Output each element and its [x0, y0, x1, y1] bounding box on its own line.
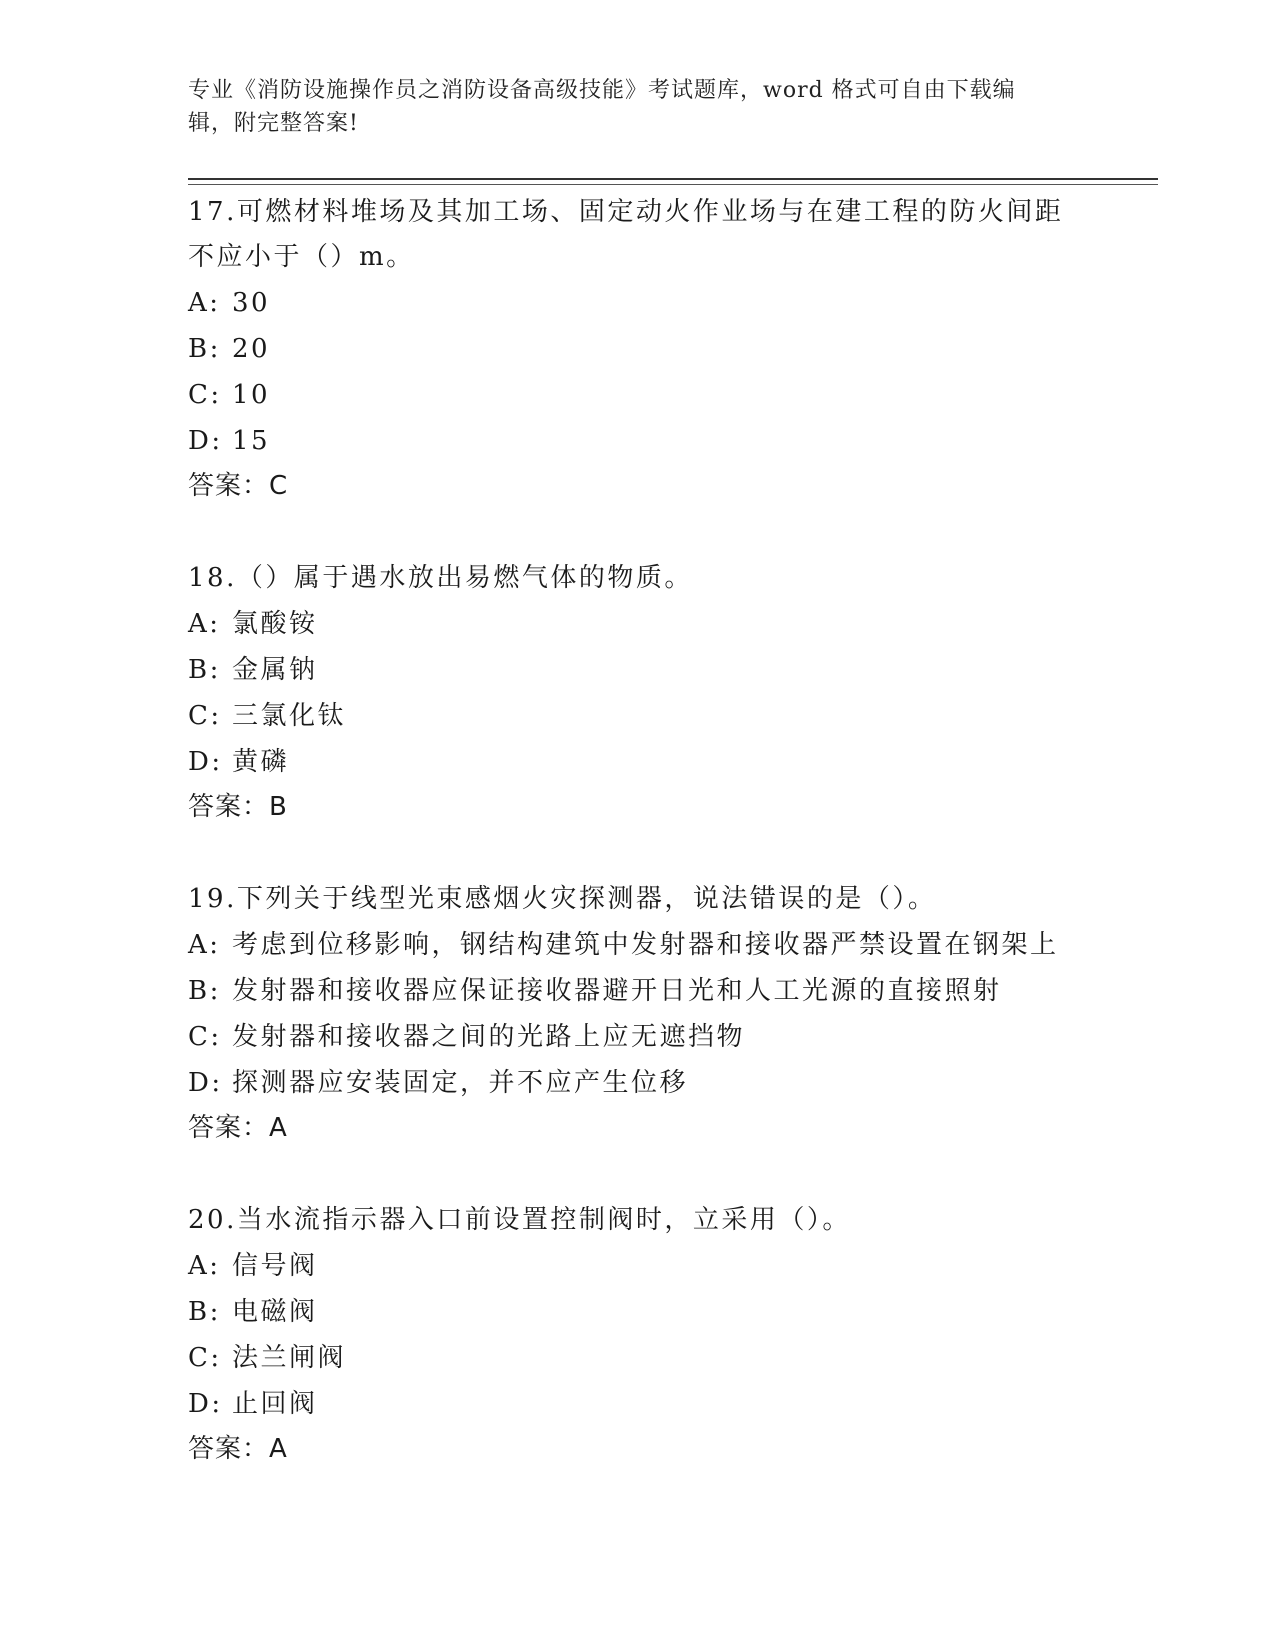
option-letter: A:: [188, 1251, 221, 1281]
option-text: 信号阀: [232, 1251, 318, 1281]
header-divider-thick: [188, 178, 1158, 180]
option-text: 考虑到位移影响，钢结构建筑中发射器和接收器严禁设置在钢架上: [232, 930, 1059, 960]
intro-line-2: 辑，附完整答案!: [188, 111, 359, 136]
option-c: [188, 1014, 1088, 1060]
option-text: 10: [232, 380, 271, 410]
option-a: [188, 922, 1088, 968]
question-stem-line-1: 20.当水流指示器入口前设置控制阀时，立采用（）。: [188, 1205, 851, 1235]
option-c: [188, 693, 1088, 739]
question-stem: [188, 877, 1088, 922]
option-letter: B:: [188, 976, 221, 1006]
option-letter: C:: [188, 701, 222, 731]
option-letter: D:: [188, 426, 223, 456]
question-stem-line-1: 17.可燃材料堆场及其加工场、固定动火作业场与在建工程的防火间距: [188, 197, 1064, 227]
option-a: [188, 280, 1088, 326]
option-letter: C:: [188, 380, 222, 410]
option-text: 黄磷: [232, 747, 290, 777]
option-d: [188, 1060, 1088, 1106]
option-b: [188, 326, 1088, 372]
question-18: [188, 556, 1088, 829]
option-a: [188, 1243, 1088, 1289]
option-letter: B:: [188, 1297, 221, 1327]
option-letter: C:: [188, 1343, 222, 1373]
option-letter: A:: [188, 288, 221, 318]
option-letter: A:: [188, 609, 221, 639]
answer-line: 答案：B: [188, 792, 288, 822]
question-17: [188, 190, 1088, 508]
question-stem-line-1: 19.下列关于线型光束感烟火灾探测器，说法错误的是（）。: [188, 884, 937, 914]
question-20: [188, 1198, 1088, 1471]
question-list: [188, 190, 1088, 1519]
question-stem: [188, 1198, 1088, 1243]
question-19: [188, 877, 1088, 1150]
question-stem-line-2: 不应小于（）m。: [188, 242, 415, 272]
option-text: 法兰闸阀: [232, 1343, 347, 1373]
option-text: 氯酸铵: [232, 609, 318, 639]
option-b: [188, 647, 1088, 693]
option-text: 金属钠: [232, 655, 318, 685]
option-d: [188, 1381, 1088, 1427]
option-text: 20: [232, 334, 271, 364]
option-text: 止回阀: [232, 1389, 318, 1419]
option-text: 发射器和接收器应保证接收器避开日光和人工光源的直接照射: [232, 976, 1002, 1006]
header-divider-thin: [188, 184, 1158, 185]
question-stem: [188, 556, 1088, 601]
option-letter: B:: [188, 334, 221, 364]
intro-line-1: 专业《消防设施操作员之消防设备高级技能》考试题库，word 格式可自由下载编: [188, 78, 1016, 103]
option-text: 电磁阀: [232, 1297, 318, 1327]
option-letter: C:: [188, 1022, 222, 1052]
option-c: [188, 372, 1088, 418]
question-stem-line-1: 18.（）属于遇水放出易燃气体的物质。: [188, 563, 693, 593]
option-letter: B:: [188, 655, 221, 685]
option-text: 15: [232, 426, 271, 456]
option-text: 三氯化钛: [232, 701, 347, 731]
option-text: 发射器和接收器之间的光路上应无遮挡物: [232, 1022, 746, 1052]
answer-line: 答案：A: [188, 1434, 288, 1464]
document-intro: [188, 74, 1088, 140]
option-text: 探测器应安装固定，并不应产生位移: [232, 1068, 689, 1098]
answer-line: 答案：C: [188, 471, 289, 501]
option-d: [188, 418, 1088, 464]
option-letter: D:: [188, 1389, 223, 1419]
option-a: [188, 601, 1088, 647]
option-d: [188, 739, 1088, 785]
option-letter: D:: [188, 1068, 223, 1098]
answer-line: 答案：A: [188, 1113, 288, 1143]
option-letter: D:: [188, 747, 223, 777]
option-c: [188, 1335, 1088, 1381]
option-text: 30: [232, 288, 271, 318]
option-b: [188, 1289, 1088, 1335]
option-b: [188, 968, 1088, 1014]
question-stem: [188, 190, 1088, 280]
option-letter: A:: [188, 930, 221, 960]
